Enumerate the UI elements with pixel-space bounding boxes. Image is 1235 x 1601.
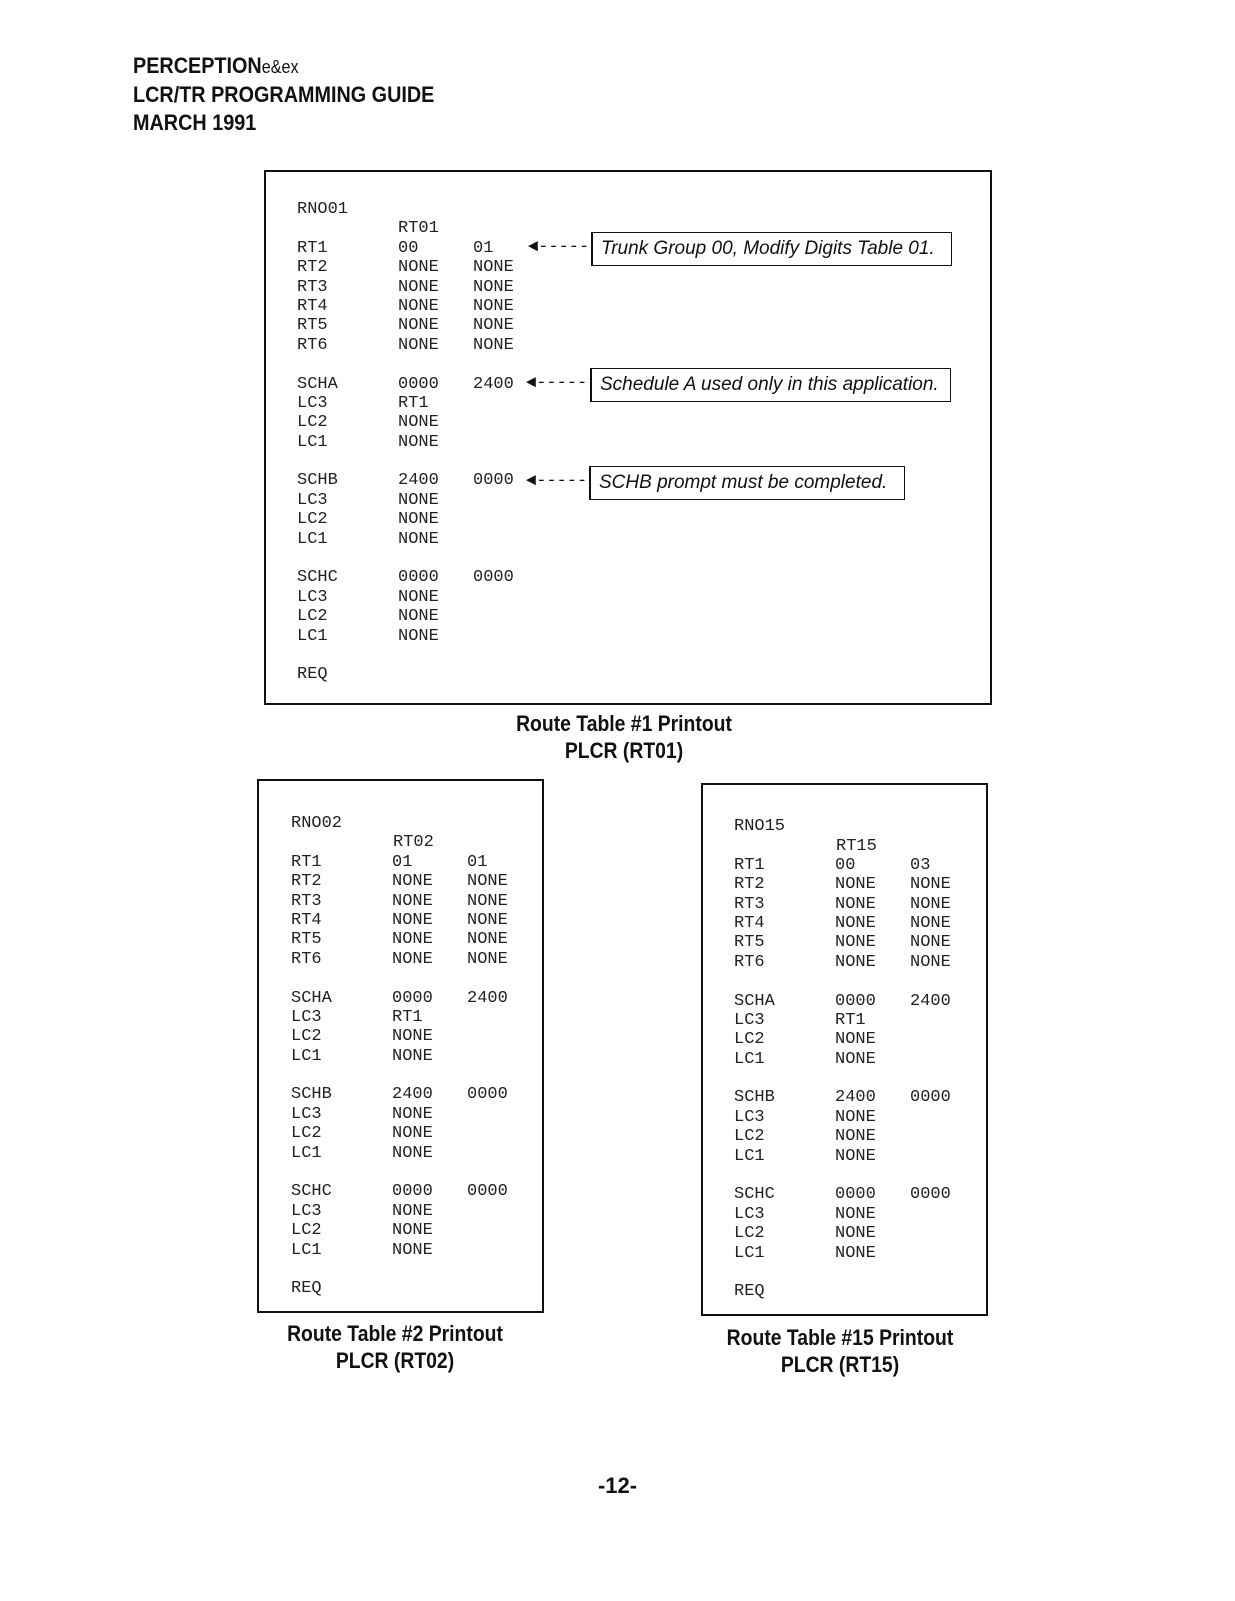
row-value-1: NONE <box>398 432 439 452</box>
req-prompt: REQ <box>291 1279 322 1299</box>
row-prompt: SCHA <box>297 374 338 394</box>
row-value-1: NONE <box>398 607 439 627</box>
row-value-1: RT1 <box>398 393 429 413</box>
row-prompt: RT6 <box>291 949 322 969</box>
route-table-15-caption: Route Table #15 Printout PLCR (RT15) <box>726 1325 954 1377</box>
row-value-2: NONE <box>910 913 951 933</box>
row-prompt: LC3 <box>734 1204 765 1224</box>
row-value-1: 01 <box>392 852 413 872</box>
row-prompt: LC3 <box>297 393 328 413</box>
row-prompt: SCHB <box>297 471 338 491</box>
row-value-2: NONE <box>473 316 514 336</box>
row-value-2: NONE <box>910 875 951 895</box>
row-value-1: 0000 <box>398 568 439 588</box>
row-prompt: LC2 <box>734 1030 765 1050</box>
row-value-1: NONE <box>835 952 876 972</box>
row-prompt: LC2 <box>291 1027 322 1047</box>
row-value-1: NONE <box>398 490 439 510</box>
row-value-1: NONE <box>392 1104 433 1124</box>
table-row <box>734 1185 951 1204</box>
row-value-1: 0000 <box>835 991 876 1011</box>
table-row <box>291 1008 508 1027</box>
spacer <box>297 452 514 471</box>
table-row <box>291 1241 508 1260</box>
row-prompt: RT4 <box>297 296 328 316</box>
table-row <box>734 953 951 972</box>
row-value-1: NONE <box>398 626 439 646</box>
rno-label: RNO01 <box>297 200 349 219</box>
row-prompt: RT5 <box>297 316 328 336</box>
route-table-1-caption: Route Table #1 Printout PLCR (RT01) <box>516 711 732 763</box>
table-row <box>734 992 951 1011</box>
table-row <box>291 1144 508 1163</box>
row-value-1: NONE <box>398 258 439 278</box>
row-value-1: NONE <box>835 875 876 895</box>
row-value-1: NONE <box>392 1201 433 1221</box>
row-prompt: RT1 <box>291 852 322 872</box>
arrow-icon: ◄----- <box>528 238 590 257</box>
row-prompt: SCHB <box>291 1085 332 1105</box>
req-prompt: REQ <box>734 1282 765 1302</box>
spacer <box>291 1066 508 1085</box>
row-prompt: RT4 <box>734 913 765 933</box>
row-prompt: RT6 <box>734 952 765 972</box>
row-value-1: NONE <box>835 1204 876 1224</box>
row-value-2: 01 <box>473 238 494 258</box>
row-prompt: SCHC <box>297 568 338 588</box>
row-value-1: NONE <box>835 1030 876 1050</box>
row-value-1: 00 <box>398 238 419 258</box>
row-prompt: SCHC <box>734 1185 775 1205</box>
row-prompt: SCHB <box>734 1088 775 1108</box>
table-row <box>297 568 514 587</box>
table-row <box>297 530 514 549</box>
spacer <box>291 833 508 852</box>
row-value-1: NONE <box>392 910 433 930</box>
table-title: RT01 <box>398 218 439 238</box>
row-prompt: SCHA <box>291 988 332 1008</box>
row-value-2: 01 <box>467 852 488 872</box>
row-prompt: LC3 <box>291 1104 322 1124</box>
row-value-2: 0000 <box>910 1185 951 1205</box>
table-row <box>734 914 951 933</box>
table-row <box>734 875 951 894</box>
row-prompt: RT6 <box>297 335 328 355</box>
row-prompt: RT5 <box>291 930 322 950</box>
row-value-1: NONE <box>392 930 433 950</box>
table-row <box>734 1244 951 1263</box>
row-value-1: NONE <box>835 1224 876 1244</box>
row-prompt: LC2 <box>734 1127 765 1147</box>
row-value-2: 2400 <box>473 374 514 394</box>
row-value-2: 0000 <box>467 1182 508 1202</box>
table-row <box>291 1221 508 1240</box>
table-row <box>297 297 514 316</box>
row-value-1: 00 <box>835 855 856 875</box>
row-value-2: 0000 <box>473 471 514 491</box>
route-table-2-caption: Route Table #2 Printout PLCR (RT02) <box>287 1321 503 1373</box>
table-row <box>291 872 508 891</box>
table-row <box>734 856 951 875</box>
header-date: MARCH 1991 <box>133 110 257 135</box>
row-value-2: NONE <box>473 296 514 316</box>
table-row <box>297 239 514 258</box>
row-prompt: LC1 <box>734 1049 765 1069</box>
table-row <box>734 1030 951 1049</box>
table-row <box>734 1224 951 1243</box>
row-value-2: 0000 <box>467 1085 508 1105</box>
row-prompt: LC2 <box>291 1124 322 1144</box>
row-prompt: SCHC <box>291 1182 332 1202</box>
spacer <box>297 646 514 665</box>
table-row <box>291 1027 508 1046</box>
page-number: -12- <box>597 1473 638 1498</box>
table-row <box>291 911 508 930</box>
row-value-2: 03 <box>910 855 931 875</box>
spacer <box>734 1069 951 1088</box>
row-value-2: NONE <box>473 277 514 297</box>
route-table-1-rows <box>297 200 514 685</box>
row-value-1: 0000 <box>835 1185 876 1205</box>
row-prompt: LC1 <box>291 1046 322 1066</box>
row-value-1: 2400 <box>398 471 439 491</box>
table-row <box>291 1202 508 1221</box>
row-value-1: 0000 <box>398 374 439 394</box>
row-prompt: LC1 <box>734 1146 765 1166</box>
row-value-2: 0000 <box>910 1088 951 1108</box>
row-value-2: NONE <box>467 872 508 892</box>
row-value-1: NONE <box>398 510 439 530</box>
row-value-1: NONE <box>835 1243 876 1263</box>
spacer <box>734 972 951 991</box>
row-prompt: RT2 <box>297 258 328 278</box>
row-value-2: 2400 <box>910 991 951 1011</box>
spacer <box>734 836 951 855</box>
table-row <box>291 989 508 1008</box>
row-prompt: RT1 <box>734 855 765 875</box>
row-prompt: LC1 <box>297 626 328 646</box>
table-row <box>734 1108 951 1127</box>
rno-label: RNO02 <box>291 814 343 833</box>
route-table-15-rows <box>734 817 951 1302</box>
row-prompt: LC1 <box>291 1143 322 1163</box>
row-value-2: NONE <box>910 894 951 914</box>
row-value-1: NONE <box>835 1127 876 1147</box>
row-value-2: NONE <box>467 930 508 950</box>
rno-label: RNO15 <box>734 817 786 836</box>
row-value-1: 2400 <box>392 1085 433 1105</box>
row-prompt: RT3 <box>297 277 328 297</box>
row-prompt: RT5 <box>734 933 765 953</box>
row-value-1: NONE <box>835 1107 876 1127</box>
row-value-1: NONE <box>392 1027 433 1047</box>
row-value-1: NONE <box>398 529 439 549</box>
row-value-1: NONE <box>835 894 876 914</box>
spacer <box>297 549 514 568</box>
row-value-1: NONE <box>392 1221 433 1241</box>
table-row <box>297 258 514 277</box>
row-value-2: NONE <box>467 910 508 930</box>
row-value-1: NONE <box>835 913 876 933</box>
row-value-1: NONE <box>392 1143 433 1163</box>
table-row <box>734 933 951 952</box>
row-value-1: NONE <box>392 1046 433 1066</box>
row-value-2: NONE <box>467 949 508 969</box>
table-row <box>291 1182 508 1201</box>
spacer <box>734 1166 951 1185</box>
table-row <box>297 433 514 452</box>
row-prompt: SCHA <box>734 991 775 1011</box>
callout-schb: SCHB prompt must be completed. <box>589 466 905 500</box>
table-row <box>297 588 514 607</box>
row-prompt: LC3 <box>734 1107 765 1127</box>
row-value-1: RT1 <box>392 1007 423 1027</box>
row-prompt: LC3 <box>734 1010 765 1030</box>
document-header <box>133 52 434 137</box>
table-row <box>734 1088 951 1107</box>
table-row <box>734 895 951 914</box>
spacer <box>297 355 514 374</box>
table-row <box>297 375 514 394</box>
table-row <box>291 1047 508 1066</box>
row-value-1: NONE <box>398 316 439 336</box>
spacer <box>291 1260 508 1279</box>
row-value-1: NONE <box>398 413 439 433</box>
table-row <box>291 950 508 969</box>
table-row <box>734 1205 951 1224</box>
req-prompt: REQ <box>297 665 328 685</box>
table-row <box>291 1124 508 1143</box>
table-row <box>734 1050 951 1069</box>
row-prompt: LC3 <box>297 587 328 607</box>
row-value-1: 0000 <box>392 1182 433 1202</box>
row-prompt: RT3 <box>291 891 322 911</box>
row-prompt: LC2 <box>297 413 328 433</box>
row-prompt: LC3 <box>297 490 328 510</box>
row-value-1: NONE <box>835 1049 876 1069</box>
table-row <box>297 510 514 529</box>
table-row <box>297 471 514 490</box>
table-title: RT02 <box>393 832 434 852</box>
table-row <box>297 627 514 646</box>
row-value-1: NONE <box>392 1240 433 1260</box>
table-row <box>297 491 514 510</box>
table-row <box>291 1085 508 1104</box>
row-prompt: RT2 <box>734 875 765 895</box>
table-title: RT15 <box>836 836 877 856</box>
row-value-2: NONE <box>473 335 514 355</box>
row-prompt: LC1 <box>291 1240 322 1260</box>
row-prompt: LC3 <box>291 1201 322 1221</box>
arrow-icon: ◄----- <box>526 374 588 393</box>
row-prompt: LC2 <box>297 607 328 627</box>
arrow-icon: ◄----- <box>526 472 588 491</box>
table-row <box>291 853 508 872</box>
row-value-1: NONE <box>398 277 439 297</box>
row-value-1: NONE <box>392 949 433 969</box>
row-prompt: LC1 <box>297 529 328 549</box>
row-prompt: LC1 <box>734 1243 765 1263</box>
header-guide-title: LCR/TR PROGRAMMING GUIDE <box>133 82 435 107</box>
row-value-1: NONE <box>392 1124 433 1144</box>
table-row <box>734 1127 951 1146</box>
row-value-2: NONE <box>467 891 508 911</box>
spacer <box>297 219 514 238</box>
row-value-2: 0000 <box>473 568 514 588</box>
row-value-2: NONE <box>473 258 514 278</box>
row-value-2: 2400 <box>467 988 508 1008</box>
row-value-1: NONE <box>835 933 876 953</box>
table-row <box>291 892 508 911</box>
callout-trunk-group: Trunk Group 00, Modify Digits Table 01. <box>591 232 952 266</box>
row-value-1: NONE <box>835 1146 876 1166</box>
row-prompt: RT3 <box>734 894 765 914</box>
spacer <box>734 1263 951 1282</box>
row-value-1: NONE <box>398 587 439 607</box>
table-row <box>297 336 514 355</box>
row-prompt: LC2 <box>291 1221 322 1241</box>
spacer <box>291 969 508 988</box>
row-value-1: RT1 <box>835 1010 866 1030</box>
table-row <box>291 1105 508 1124</box>
table-row <box>297 607 514 626</box>
row-prompt: RT2 <box>291 872 322 892</box>
row-value-1: NONE <box>398 335 439 355</box>
route-table-2-rows <box>291 814 508 1299</box>
row-value-1: 0000 <box>392 988 433 1008</box>
row-prompt: LC1 <box>297 432 328 452</box>
table-row <box>297 394 514 413</box>
row-value-2: NONE <box>910 952 951 972</box>
row-value-1: 2400 <box>835 1088 876 1108</box>
header-product: PERCEPTIONe&ex <box>133 53 299 78</box>
table-row <box>734 1147 951 1166</box>
table-row <box>291 930 508 949</box>
row-value-2: NONE <box>910 933 951 953</box>
row-value-1: NONE <box>392 891 433 911</box>
row-prompt: LC2 <box>734 1224 765 1244</box>
row-prompt: LC2 <box>297 510 328 530</box>
spacer <box>291 1163 508 1182</box>
table-row <box>734 1011 951 1030</box>
table-row <box>297 316 514 335</box>
table-row <box>297 278 514 297</box>
row-value-1: NONE <box>398 296 439 316</box>
row-prompt: RT4 <box>291 910 322 930</box>
callout-schedule-a: Schedule A used only in this application. <box>590 368 951 402</box>
table-row <box>297 413 514 432</box>
row-value-1: NONE <box>392 872 433 892</box>
row-prompt: RT1 <box>297 238 328 258</box>
row-prompt: LC3 <box>291 1007 322 1027</box>
